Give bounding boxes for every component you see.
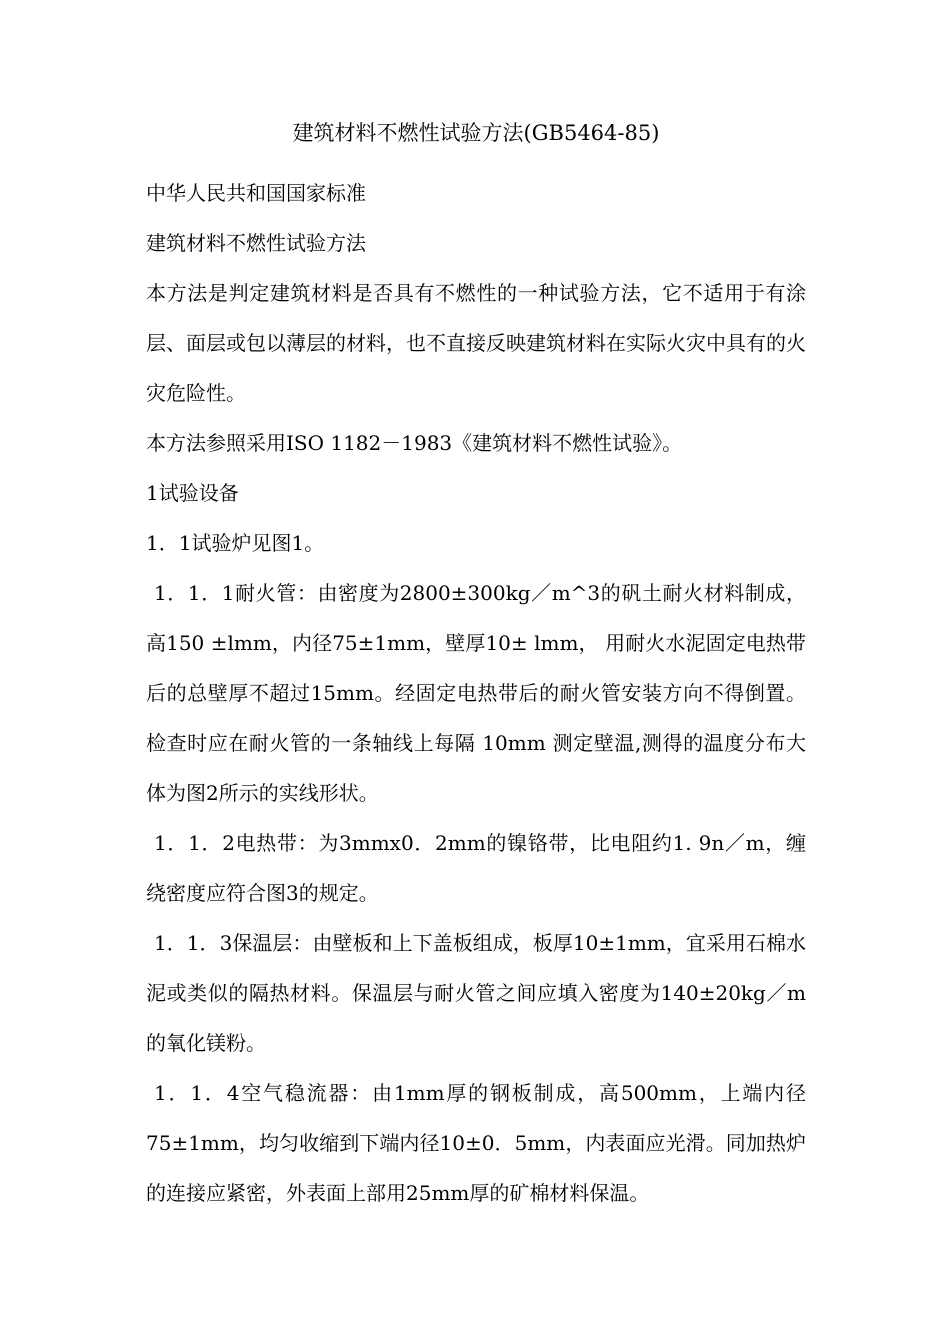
paragraph-scope: 本方法是判定建筑材料是否具有不燃性的一种试验方法，它不适用于有涂层、面层或包以薄层的材料，也不直接反映建筑材料在实际火灾中具有的火灾危险性。 [146,281,806,405]
section-1-1-4: 1．1．4空气稳流器：由1mm厚的钢板制成，高500mm，上端内径75±1mm，均匀收缩到下端内径10±0．5mm，内表面应光滑。同加热炉的连接应紧密，外表面上部用25mm厚的矿棉材料保温。 [146,1081,806,1205]
paragraph-standard-name: 建筑材料不燃性试验方法 [146,231,366,255]
section-1-1-1: 1．1．1耐火管：由密度为2800±300kg／m^3的矾土耐火材料制成，高150 ±lmm，内径75±1mm，壁厚10± lmm， 用耐火水泥固定电热带后的总壁厚不超过15mm。经固定电热带后的耐火管安装方向不得倒置。检查时应在耐火管的一条轴线上每隔 10mm 测定壁温,测得的温度分布大体为图2所示的实线形状。 [146,581,806,805]
section-1-1-2: 1．1．2电热带：为3mmx0．2mm的镍铬带，比电阻约1. 9n／m，缠绕密度应符合图3的规定。 [146,831,806,905]
paragraph-reference: 本方法参照采用ISO 1182－1983《建筑材料不燃性试验》。 [146,431,683,455]
document-title: 建筑材料不燃性试验方法(GB5464-85) [292,121,660,145]
document-page [146,118,806,1218]
section-1-1-3: 1．1．3保温层：由壁板和上下盖板组成，板厚10±1mm，宜采用石棉水泥或类似的隔热材料。保温层与耐火管之间应填入密度为140±20kg／m的氧化镁粉。 [146,931,806,1055]
paragraph-standard-type: 中华人民共和国国家标准 [146,181,366,205]
section-heading-equipment: 1试验设备 [146,481,239,505]
section-1-1: 1．1试验炉见图1。 [146,531,325,555]
